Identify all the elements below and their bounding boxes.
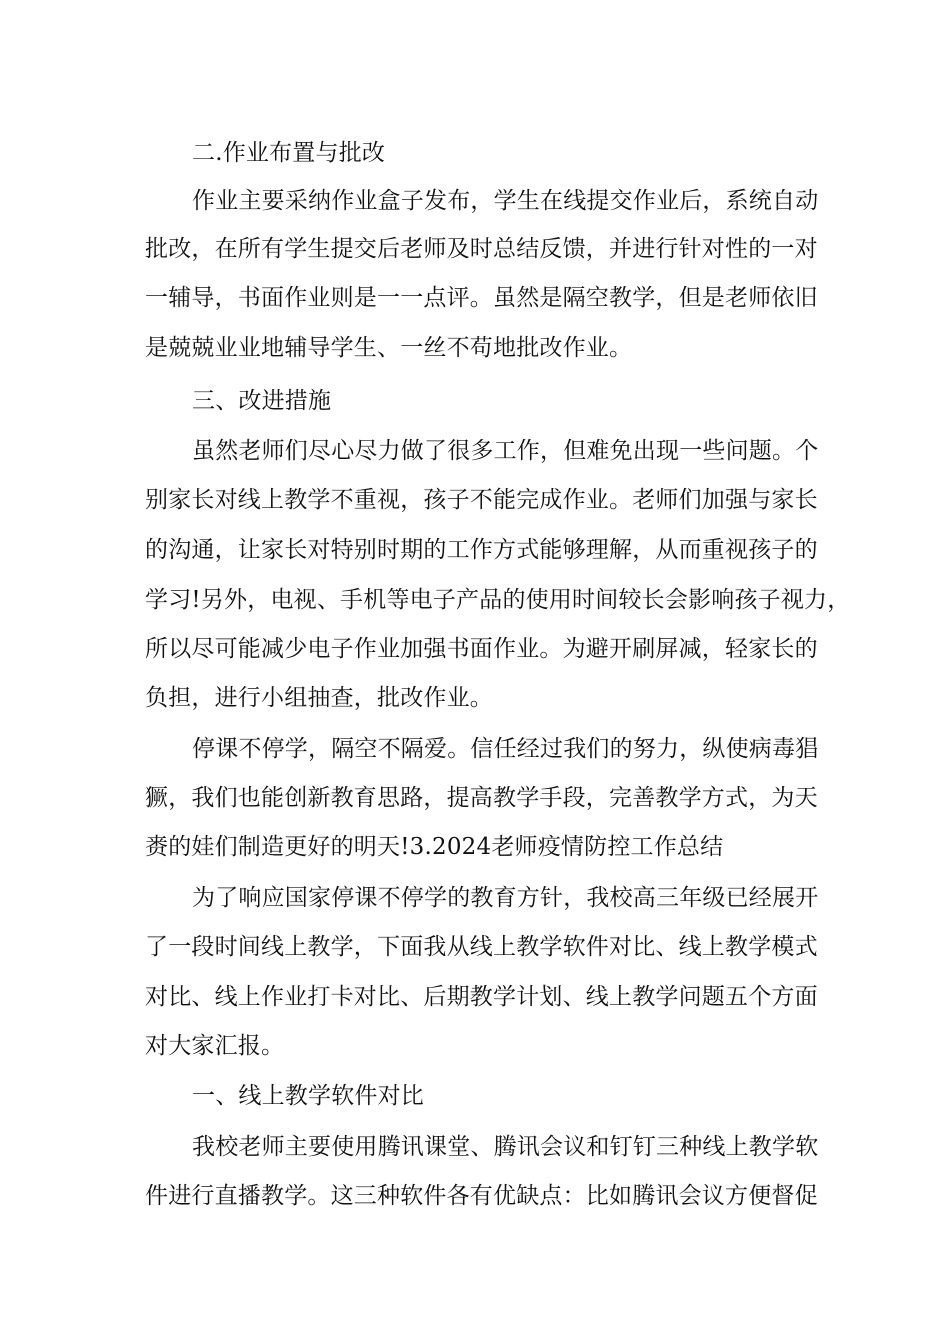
paragraph-line: 虽然老师们尽心尽力做了很多工作，但难免出现一些问题。个 [192, 438, 819, 464]
paragraph-line: 作业主要采纳作业盒子发布，学生在线提交作业后，系统自动 [192, 188, 819, 214]
section-heading-improvement: 三、改进措施 [192, 388, 332, 414]
paragraph-line: 对比、线上作业打卡对比、后期教学计划、线上教学问题五个方面 [145, 984, 818, 1010]
paragraph-line: 赉的娃们制造更好的明天!3.2024老师疫情防控工作总结 [145, 834, 724, 860]
paragraph-line: 一辅导，书面作业则是一一点评。虽然是隔空教学，但是老师依旧 [145, 285, 818, 311]
paragraph-line: 为了响应国家停课不停学的教育方针，我校高三年级已经展开 [192, 885, 819, 911]
paragraph-line: 了一段时间线上教学，下面我从线上教学软件对比、线上教学模式 [145, 934, 818, 960]
paragraph-line: 对大家汇报。 [145, 1033, 285, 1059]
paragraph-line: 件进行直播教学。这三种软件各有优缺点：比如腾讯会议方便督促 [145, 1183, 818, 1209]
section-heading-homework: 二.作业布置与批改 [192, 140, 386, 166]
paragraph-line: 是兢兢业业地辅导学生、一丝不苟地批改作业。 [145, 335, 633, 361]
paragraph-line: 的沟通，让家长对特别时期的工作方式能够理解，从而重视孩子的 [145, 537, 818, 563]
paragraph-line: 学习!另外，电视、手机等电子产品的使用时间较长会影响孩子视力， [145, 587, 851, 613]
paragraph-line: 所以尽可能减少电子作业加强书面作业。为避开刷屏减，轻家长的 [145, 636, 818, 662]
paragraph-line: 负担，进行小组抽查，批改作业。 [145, 685, 493, 711]
section-heading-software: 一、线上教学软件对比 [192, 1083, 424, 1109]
paragraph-line: 批改，在所有学生提交后老师及时总结反馈，并进行针对性的一对 [145, 236, 818, 262]
paragraph-line: 獗，我们也能创新教育思路，提高教学手段，完善教学方式，为天 [145, 785, 818, 811]
paragraph-line: 我校老师主要使用腾讯课堂、腾讯会议和钉钉三种线上教学软 [192, 1134, 819, 1160]
paragraph-line: 停课不停学，隔空不隔爱。信任经过我们的努力，纵使病毒猖 [192, 736, 819, 762]
paragraph-line: 别家长对线上教学不重视，孩子不能完成作业。老师们加强与家长 [145, 487, 818, 513]
